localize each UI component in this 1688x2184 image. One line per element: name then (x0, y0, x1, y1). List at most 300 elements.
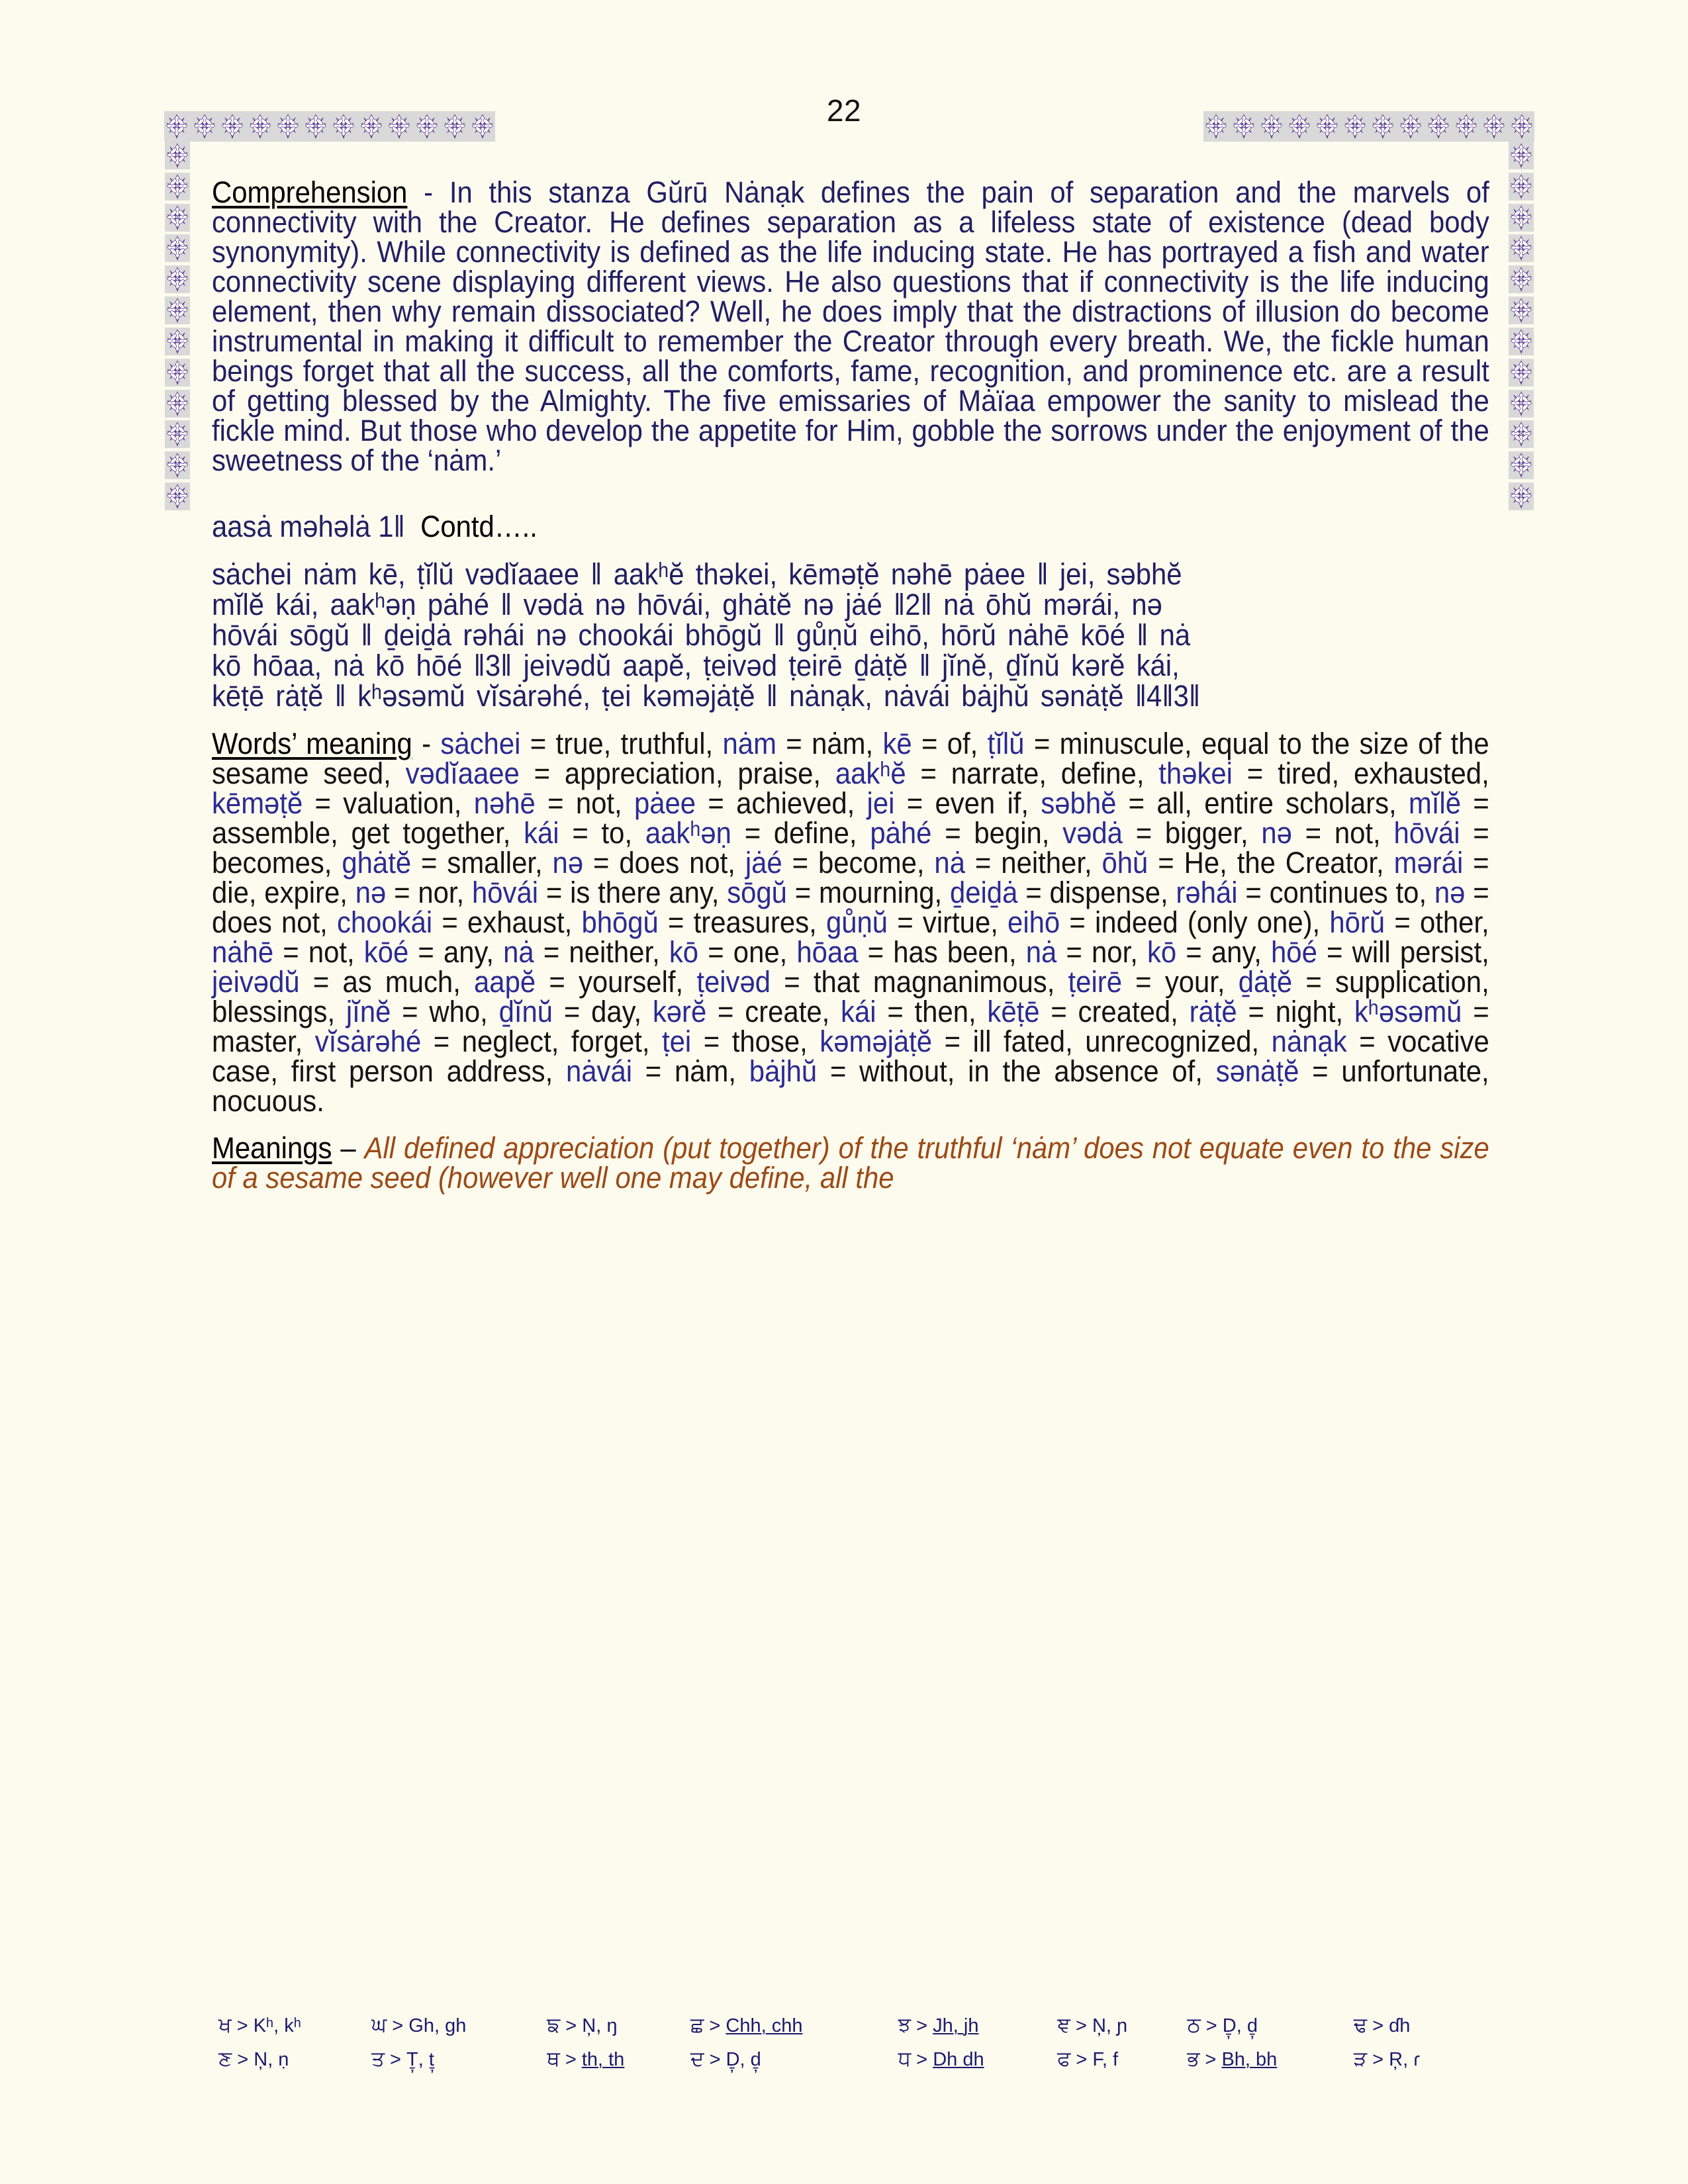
transliteration-key-cell (1057, 2009, 1187, 2042)
gloss-text: nȧm, (674, 1054, 737, 1088)
gloss-text: other, (1419, 905, 1489, 939)
equals-sign: = (817, 1054, 860, 1088)
gloss-text: appreciation, praise, (564, 756, 821, 790)
gloss-text: has been, (893, 934, 1017, 969)
transliterated-term: kəməjȧṭĕ (807, 1024, 933, 1058)
flower-ornament-icon (1231, 113, 1256, 140)
equals-sign: = (876, 994, 915, 1028)
equals-sign: = (1024, 726, 1060, 760)
transliteration-key-cell (690, 2042, 898, 2076)
transliterated-term: nȧ (1016, 934, 1057, 969)
transliterated-term: bȧjhŭ (736, 1054, 818, 1088)
equals-sign: = (1039, 994, 1078, 1028)
flower-ornament-icon (1259, 113, 1284, 140)
flower-ornament-icon (1509, 359, 1534, 387)
gloss-text: will persist, (1352, 934, 1489, 969)
equals-sign: = (1122, 815, 1165, 850)
gloss-text: becomes, (212, 845, 332, 880)
gloss-text: one, (733, 934, 788, 969)
flower-ornament-icon (165, 482, 190, 510)
gloss-text: bigger, (1164, 815, 1248, 850)
flower-ornament-icon (387, 113, 412, 140)
transliterated-term: jeivədŭ (212, 964, 300, 999)
transliterated-term: jĭnĕ (335, 994, 391, 1028)
transliterated-term: nəhē (461, 786, 536, 820)
flower-ornament-icon (1509, 482, 1534, 510)
verse-contd-label: Contd….. (420, 510, 538, 543)
gurmukhi-glyph: ਞ (1057, 2013, 1070, 2036)
flower-ornament-icon (1398, 113, 1423, 140)
equals-sign: = (535, 786, 576, 820)
gloss-text: then, (914, 994, 976, 1028)
gloss-text: neither, (1001, 845, 1092, 880)
gurmukhi-glyph: ਭ (1187, 2046, 1200, 2070)
gloss-text: smaller, (447, 845, 543, 880)
flower-ornament-icon (220, 113, 245, 140)
transliterated-term: nȧvái (553, 1054, 633, 1088)
transliterated-term: hōé (1261, 934, 1327, 969)
latin-transliteration: N̦, ɲ (1092, 2015, 1128, 2036)
flower-ornament-icon (165, 173, 190, 201)
latin-transliteration: ɗh (1389, 2015, 1411, 2036)
gloss-text: valuation, (343, 786, 462, 820)
transliterated-term: vədȧ (1049, 815, 1123, 850)
transliteration-key-cell (1354, 2042, 1476, 2076)
equals-sign: = (1232, 756, 1278, 790)
transliterated-term: ḏĭnŭ (487, 994, 553, 1028)
transliterated-term: eihō (998, 905, 1060, 939)
transliterated-term: pȧhé (857, 815, 932, 850)
flower-ornament-icon (164, 113, 189, 140)
transliterated-term: ṭeirē (1055, 964, 1122, 999)
transliterated-term: ōhŭ (1092, 845, 1149, 880)
transliterated-term: aakʰəṇ (632, 815, 731, 850)
gloss-text: nor, (418, 875, 465, 909)
transliterated-term: kái (829, 994, 876, 1028)
gloss-text: indeed (only one), (1095, 905, 1321, 939)
transliterated-term: nȧm (713, 726, 776, 760)
transliterated-term: kōé (354, 934, 409, 969)
equals-sign: = (520, 726, 556, 760)
flower-ornament-icon (1509, 234, 1534, 262)
gloss-text: is there any, (570, 875, 720, 909)
latin-transliteration: F, f (1092, 2048, 1119, 2070)
transliterated-term: kēṭē (976, 994, 1040, 1028)
maps-to-symbol: > (387, 2015, 409, 2036)
transliterated-term: mərái (1383, 845, 1464, 880)
latin-transliteration: Bh, bh (1221, 2048, 1278, 2070)
equals-sign: = (421, 1024, 462, 1058)
gurmukhi-glyph: ਫ (1057, 2046, 1071, 2070)
gloss-text: any, (1211, 934, 1262, 969)
flower-ornament-icon (1509, 113, 1534, 140)
equals-sign: = (559, 815, 602, 850)
flower-ornament-icon (1509, 296, 1534, 324)
equals-sign: = (1060, 905, 1096, 939)
equals-sign: = (1056, 934, 1092, 969)
equals-sign: = (553, 994, 592, 1028)
gurmukhi-glyph: ਢ (1353, 2013, 1368, 2036)
transliterated-term: nȧ (493, 934, 534, 969)
equals-sign: = (1148, 845, 1184, 880)
gurmukhi-glyph: ਛ (690, 2013, 704, 2036)
comprehension-heading: Comprehension (212, 175, 408, 209)
gloss-text: day, (591, 994, 642, 1028)
equals-sign: = (391, 994, 430, 1028)
transliteration-key-cell (1187, 2009, 1354, 2042)
gurmukhi-glyph: ਖ (218, 2013, 232, 2036)
maps-to-symbol: > (560, 2015, 583, 2036)
transliterated-term: vədĭaaee (391, 756, 520, 790)
equals-sign: = (1462, 994, 1489, 1028)
gloss-text: neglect, forget, (461, 1024, 650, 1058)
flower-ornament-icon (1426, 113, 1451, 140)
meanings-paragraph (212, 1130, 1489, 1195)
spacer (212, 475, 1489, 511)
equals-sign: = (1121, 964, 1165, 999)
transliterated-term: kē (873, 726, 912, 760)
gloss-text: tired, exhausted, (1278, 756, 1489, 790)
latin-transliteration: Dh dh (933, 2048, 984, 2070)
transliteration-key-cell (218, 2042, 371, 2076)
gloss-text: of, (947, 726, 978, 760)
transliterated-term: kái (510, 815, 559, 850)
maps-to-symbol: > (232, 2048, 254, 2070)
transliterated-term: nə (1427, 875, 1466, 909)
comprehension-body: In this stanza Gŭrū Nȧnạk defines the pain of separation and the marvels of connectivity with the Creator. He defines separation as a lifeless state of existence (dead body synonymity). While connectivity is defined as the life inducing state. He has portrayed a fish and water connectivity scene displaying different views. He also questions that if connectivity is the life inducing element, then why remain dissociated? Well, he does imply that the distractions of illusion do become instrumental in making it difficult to remember the Creator through every breath. We, the fickle human beings forget that all the success, all the comforts, fame, recognition, and prominence etc. are a result of getting blessed by the Almighty. The five emissaries of Mȧïaa empower the sanity to mislead the fickle mind. But those who develop the appetite for Him, gobble the sorrows under the enjoyment of the sweetness of the ‘nȧm.’ (212, 175, 1489, 477)
gloss-text: assemble, get together, (212, 815, 511, 850)
gurmukhi-glyph: ੜ (1353, 2046, 1368, 2070)
gloss-text: He, the Creator, (1184, 845, 1384, 880)
transliterated-term: nə (542, 845, 584, 880)
transliterated-term: ḏeiḏȧ (942, 875, 1018, 909)
equals-sign: = (931, 815, 974, 850)
transliteration-key-table (218, 2009, 1476, 2076)
gloss-text: without, in the absence of, (859, 1054, 1203, 1088)
gurmukhi-glyph: ਦ (690, 2046, 704, 2070)
equals-sign: = (894, 786, 935, 820)
flower-ornament-icon (1509, 173, 1534, 201)
gloss-text: continues to, (1269, 875, 1427, 909)
transliterated-term: sōgŭ (719, 875, 787, 909)
equals-sign: = (771, 964, 814, 999)
gloss-text: nor, (1092, 934, 1138, 969)
gloss-text: narrate, define, (951, 756, 1145, 790)
gloss-text: those, (731, 1024, 808, 1058)
gloss-text: unfortunate, nocuous. (212, 1054, 1489, 1118)
gloss-text: does not, (619, 845, 735, 880)
transliteration-key-cell (547, 2042, 690, 2076)
transliteration-key-footnote (218, 2009, 1476, 2076)
transliterated-term: nȧ (924, 845, 965, 880)
equals-sign: = (1465, 875, 1489, 909)
gloss-text: exhaust, (467, 905, 573, 939)
transliterated-term: səbhĕ (1029, 786, 1117, 820)
gloss-text: any, (443, 934, 494, 969)
transliteration-key-cell (371, 2009, 547, 2042)
maps-to-symbol: > (1200, 2015, 1223, 2036)
transliterated-term: aapĕ (460, 964, 536, 999)
transliterated-term: chookái (327, 905, 433, 939)
flower-ornament-icon (1287, 113, 1312, 140)
maps-to-symbol: > (1070, 2048, 1093, 2070)
verse-line: sȧchei nȧm kē, ṭĭlŭ vədĭaaee ‖ aakʰĕ thəkei, kēməṭĕ nəhē pȧee ‖ jei, səbhĕ (212, 557, 1182, 592)
flower-ornament-icon (1509, 142, 1534, 169)
equals-sign: = (1460, 786, 1489, 820)
maps-to-symbol: > (704, 2048, 726, 2070)
gloss-text: create, (745, 994, 830, 1028)
equals-sign: = (1176, 934, 1211, 969)
transliterated-term: nȧnạk (1259, 1024, 1347, 1058)
transliterated-term: bhōgŭ (572, 905, 659, 939)
gloss-text: created, (1078, 994, 1178, 1028)
latin-transliteration: N̦, ŋ (582, 2015, 618, 2036)
flower-ornament-icon (1203, 113, 1229, 140)
gloss-text: define, (773, 815, 857, 850)
gloss-text: begin, (974, 815, 1050, 850)
gloss-text: to, (601, 815, 633, 850)
equals-sign: = (906, 756, 951, 790)
equals-sign: = (858, 934, 894, 969)
maps-to-symbol: > (231, 2015, 254, 2036)
flower-ornament-icon (165, 234, 190, 262)
equals-sign: = (1299, 1054, 1342, 1088)
transliterated-term: jei (855, 786, 895, 820)
flower-ornament-icon (165, 451, 190, 479)
transliterated-term: ṭei (649, 1024, 692, 1058)
flower-ornament-icon (165, 204, 190, 232)
transliteration-key-row (218, 2042, 1476, 2076)
flower-ornament-icon (359, 113, 384, 140)
equals-sign: = (912, 726, 947, 760)
gloss-text: treasures, (693, 905, 817, 939)
transliterated-term: sȧchei (440, 726, 521, 760)
maps-to-symbol: > (704, 2015, 726, 2036)
gloss-text: that magnanimous, (813, 964, 1055, 999)
maps-to-symbol: > (384, 2048, 407, 2070)
transliterated-term: hōaa (787, 934, 859, 969)
equals-sign: = (698, 934, 733, 969)
flower-ornament-icon (165, 142, 190, 169)
flower-ornament-icon (1342, 113, 1368, 140)
gloss-text: minuscule, equal to the size of the sesame seed, (212, 726, 1489, 790)
equals-sign: = (1291, 815, 1335, 850)
transliterated-term: hōvái (464, 875, 539, 909)
comprehension-paragraph (212, 177, 1489, 475)
gloss-text: not, (308, 934, 355, 969)
flower-ornament-icon (470, 113, 495, 140)
transliteration-key-cell (898, 2042, 1058, 2076)
equals-sign: = (658, 905, 694, 939)
flower-ornament-icon (1509, 451, 1534, 479)
gurmukhi-glyph: ਥ (547, 2046, 560, 2070)
latin-transliteration: Gh, gh (408, 2015, 467, 2036)
maps-to-symbol: > (911, 2048, 933, 2070)
words-meaning-body (212, 727, 1489, 1118)
flower-ornament-icon (1509, 265, 1534, 293)
transliterated-term: mĭlĕ (1396, 786, 1461, 820)
flower-ornament-icon (165, 359, 190, 387)
gloss-text: achieved, (736, 786, 855, 820)
equals-sign: = (1460, 815, 1489, 850)
equals-sign: = (691, 1024, 732, 1058)
transliterated-term: jȧé (735, 845, 782, 880)
transliterated-term: ṭĭlŭ (978, 726, 1025, 760)
transliterated-term: nə (347, 875, 387, 909)
verse-line: mĭlĕ kái, aakʰəṇ pȧhé ‖ vədȧ nə hōvái, ghȧtĕ nə jȧé ‖2‖ nȧ ōhŭ mərái, nə (212, 588, 1162, 622)
equals-sign: = (1237, 994, 1276, 1028)
equals-sign: = (782, 845, 818, 880)
gloss-text: does not, (212, 905, 328, 939)
flower-ornament-icon (1315, 113, 1340, 140)
transliterated-term: gůṇŭ (816, 905, 888, 939)
equals-sign: = (1327, 934, 1352, 969)
transliterated-term: kēməṭĕ (212, 786, 303, 820)
latin-transliteration: Ṯ̦, ṯ̦ (406, 2048, 434, 2070)
transliterated-term: kō (1137, 934, 1177, 969)
transliterated-term: kərĕ (641, 994, 707, 1028)
transliteration-key-cell (218, 2009, 371, 2042)
maps-to-symbol: > (911, 2015, 933, 2036)
flower-ornament-icon (303, 113, 328, 140)
content-column (212, 177, 1489, 1193)
gurmukhi-glyph: ਠ (1187, 2013, 1201, 2036)
maps-to-symbol: > (559, 2048, 582, 2070)
flower-ornament-icon (1509, 328, 1534, 355)
equals-sign: = (303, 786, 344, 820)
gloss-text: become, (818, 845, 925, 880)
equals-sign: = (786, 875, 820, 909)
equals-sign: = (408, 934, 444, 969)
gloss-text: ill fated, unrecognized, (972, 1024, 1260, 1058)
gurmukhi-glyph: ਤ (371, 2046, 385, 2070)
comprehension-dash: - (407, 175, 449, 209)
gloss-text: dispense, (1049, 875, 1168, 909)
gloss-text: night, (1275, 994, 1344, 1028)
gloss-text: who, (429, 994, 488, 1028)
gloss-text: supplication, blessings, (212, 964, 1489, 1028)
transliteration-key-cell (371, 2042, 547, 2076)
transliterated-term: nȧhē (212, 934, 274, 969)
flower-ornament-icon (165, 328, 190, 355)
gurmukhi-glyph: ਘ (371, 2013, 387, 2036)
equals-sign: = (731, 815, 774, 850)
equals-sign: = (632, 1054, 675, 1088)
flower-ornament-icon (165, 420, 190, 448)
transliteration-key-row (218, 2009, 1476, 2042)
verse-line: hōvái sōgŭ ‖ ḏeiḏȧ rəhái nə chookái bhōgŭ ‖ gůṇŭ eihō, hōrŭ nȧhē kōé ‖ nȧ (212, 618, 1191, 653)
transliteration-key-cell (1057, 2042, 1187, 2076)
equals-sign: = (932, 1024, 973, 1058)
latin-transliteration: N̦, ṇ (254, 2048, 289, 2070)
equals-sign: = (1017, 875, 1050, 909)
equals-sign: = (273, 934, 308, 969)
transliteration-key-cell (1354, 2009, 1476, 2042)
gloss-text: even if, (935, 786, 1029, 820)
equals-sign: = (1385, 905, 1420, 939)
gloss-text: master, (212, 1024, 303, 1058)
equals-sign: = (1292, 964, 1336, 999)
transliterated-term: hōvái (1380, 815, 1460, 850)
transliterated-term: nə (1248, 815, 1292, 850)
flower-ornament-icon (1370, 113, 1395, 140)
flower-ornament-icon (165, 390, 190, 418)
words-meaning-dash: - (412, 726, 441, 760)
gloss-text: as much, (342, 964, 461, 999)
gloss-text: nȧm, (812, 726, 874, 760)
equals-sign: = (1463, 845, 1489, 880)
transliterated-term: rəhái (1168, 875, 1238, 909)
latin-transliteration: th, th (581, 2048, 625, 2070)
transliteration-key-cell (1187, 2042, 1354, 2076)
equals-sign: = (583, 845, 620, 880)
flower-ornament-icon (1509, 420, 1534, 448)
gloss-text: virtue, (922, 905, 998, 939)
equals-sign: = (1346, 1024, 1388, 1058)
transliterated-term: pȧee (622, 786, 696, 820)
latin-transliteration: Jh, jh (933, 2015, 979, 2036)
maps-to-symbol: > (1367, 2015, 1389, 2036)
flower-ornament-icon (1509, 204, 1534, 232)
equals-sign: = (536, 964, 579, 999)
equals-sign: = (964, 845, 1002, 880)
gloss-text: vocative case, first person address, (212, 1024, 1489, 1088)
equals-sign: = (696, 786, 737, 820)
gloss-text: true, truthful, (555, 726, 714, 760)
equals-sign: = (888, 905, 923, 939)
equals-sign: = (706, 994, 745, 1028)
equals-sign: = (1237, 875, 1270, 909)
transliterated-term: aakʰĕ (821, 756, 906, 790)
flower-ornament-icon (1509, 390, 1534, 418)
equals-sign: = (299, 964, 343, 999)
flower-ornament-icon (248, 113, 273, 140)
words-meaning-paragraph (212, 726, 1489, 1118)
flower-ornament-icon (275, 113, 301, 140)
flower-ornament-icon (1481, 113, 1507, 140)
verse-line: kō hōaa, nȧ kō hōé ‖3‖ jeivədŭ aapĕ, ṭeivəd ṭeirē ḏȧṭĕ ‖ jĭnĕ, ḏĭnŭ kərĕ kái, (212, 648, 1180, 682)
meanings-heading: Meanings (212, 1130, 332, 1165)
equals-sign: = (1116, 786, 1157, 820)
transliterated-term: thəkei (1144, 756, 1233, 790)
ornament-border-top-right (1203, 111, 1534, 142)
equals-sign: = (432, 905, 468, 939)
maps-to-symbol: > (1367, 2048, 1389, 2070)
gloss-text: not, (1334, 815, 1381, 850)
transliterated-term: ṭeivəd (683, 964, 771, 999)
maps-to-symbol: > (1199, 2048, 1222, 2070)
latin-transliteration: Ḏ̦, ḏ̦ (1222, 2015, 1258, 2036)
equals-sign: = (386, 875, 418, 909)
equals-sign: = (534, 934, 569, 969)
verse-title-blue: aasȧ məhəlȧ 1‖ (212, 510, 405, 543)
meanings-dash: – (332, 1130, 365, 1165)
flower-ornament-icon (442, 113, 467, 140)
ornament-border-left (164, 142, 191, 512)
equals-sign: = (411, 845, 447, 880)
flower-ornament-icon (165, 296, 190, 324)
transliteration-key-cell (547, 2009, 690, 2042)
latin-transliteration: Kʰ, kʰ (253, 2015, 301, 2036)
ornament-border-top-left (164, 111, 495, 142)
gloss-text: all, entire scholars, (1156, 786, 1397, 820)
flower-ornament-icon (192, 113, 217, 140)
verse-heading (212, 511, 1489, 542)
transliteration-key-cell (898, 2009, 1058, 2042)
gurmukhi-glyph: ਧ (898, 2046, 912, 2070)
flower-ornament-icon (414, 113, 440, 140)
latin-transliteration: Chh, chh (726, 2015, 803, 2036)
